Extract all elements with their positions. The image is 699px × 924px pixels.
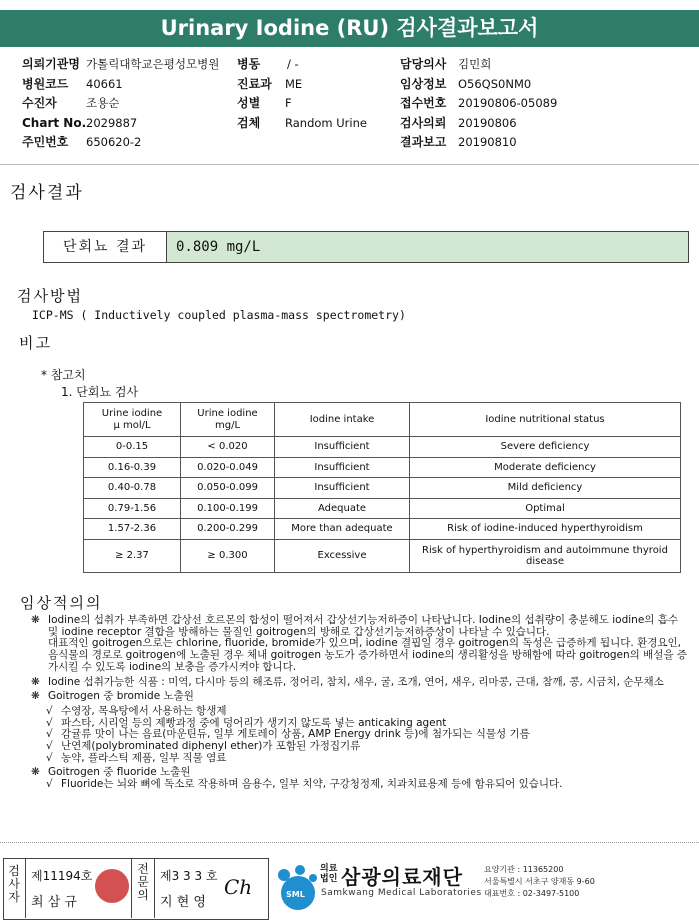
table-cell: 0.200-0.299	[181, 519, 275, 540]
table-header-cell: Iodine intake	[275, 403, 410, 437]
table-cell: More than adequate	[275, 519, 410, 540]
value-doctor: 김민희	[458, 57, 492, 71]
value-report-date: 20190810	[458, 135, 517, 149]
org-english-name: Samkwang Medical Laboratories	[321, 888, 482, 898]
label-department: 진료과	[237, 76, 272, 91]
table-row	[84, 478, 681, 499]
table-cell: ≥ 0.300	[181, 539, 275, 572]
specialist-signature: Ch	[224, 875, 253, 899]
footer-divider	[0, 842, 699, 843]
remark-section-title: 비고	[19, 334, 52, 352]
inspector-label: 검사자	[8, 864, 20, 904]
asterisk-icon: ❋	[31, 614, 40, 626]
label-resident-no: 주민번호	[22, 135, 69, 149]
table-header-cell: Urine iodine mg/L	[181, 403, 275, 437]
check-icon: √	[46, 778, 53, 791]
label-doctor: 담당의사	[400, 57, 447, 71]
label-report-date: 결과보고	[400, 135, 447, 149]
list-item: √ 농약, 플라스틱 제품, 일부 직물 염료	[46, 751, 227, 764]
header-mid	[237, 55, 367, 133]
table-cell: Risk of iodine-induced hyperthyroidism	[410, 519, 681, 540]
value-specimen: Random Urine	[285, 115, 367, 130]
label-receipt-no: 접수번호	[400, 96, 447, 110]
label-clinical-info: 임상정보	[400, 76, 447, 91]
table-cell: 0.020-0.049	[181, 457, 275, 478]
fluoride-title: Goitrogen 중 fluoride 노출원	[48, 766, 191, 779]
result-section-title: 검사결과	[10, 183, 84, 203]
label-hospital: 의뢰기관명	[22, 57, 80, 71]
footer	[0, 855, 699, 924]
table-cell: Insufficient	[275, 437, 410, 458]
clinical-bullet	[31, 677, 691, 689]
check-icon: √	[46, 751, 53, 764]
clinical-bullet	[31, 691, 691, 703]
sml-logo-icon	[272, 861, 320, 913]
table-header-cell: Urine iodine μ mol/L	[84, 403, 181, 437]
list-item: √ 난연제(polybrominated diphenyl ether)가 포함된 가정집기류	[46, 740, 361, 753]
table-cell: Moderate deficiency	[410, 457, 681, 478]
method-text: ICP-MS ( Inductively coupled plasma-mass spectrometry)	[32, 308, 406, 322]
specialist-label: 전문의	[137, 862, 149, 902]
table-row	[84, 539, 681, 572]
label-specimen: 검체	[237, 115, 261, 130]
inspector-license-no: 제11194호	[31, 869, 93, 883]
table-cell: Severe deficiency	[410, 437, 681, 458]
table-cell: 0.050-0.099	[181, 478, 275, 499]
value-chart-no: 2029887	[86, 115, 138, 130]
result-box	[43, 231, 689, 263]
value-sex: F	[285, 96, 292, 110]
table-cell: 1.57-2.36	[84, 519, 181, 540]
org-name: 삼광의료재단	[341, 865, 463, 889]
value-department: ME	[285, 76, 303, 91]
table-cell: < 0.020	[181, 437, 275, 458]
clinical-paragraph: 대표적인 goitrogen으로는 chlorine, fluoride, bromide가 있으며, iodine 결핍일 경우 goitrogen의 독성은 급증하게 됩니다. 환경요인, 음식물의 경로로 goitrogen에 노출된 경우 체내 goitrogen 농도가 증가하면서 iodine의 생리활성을 방해함에 따라 goitrogen의 배설을 증가시킬 수 있도록 iodine의 보충을 증가시켜야 합니다.	[48, 637, 688, 673]
specialist-name: 지 현 영	[160, 895, 206, 910]
asterisk-icon: ❋	[31, 766, 40, 779]
header-right	[400, 55, 557, 153]
clinical-notes	[31, 615, 691, 791]
table-cell: Mild deficiency	[410, 478, 681, 499]
label-sex: 성별	[237, 96, 261, 110]
table-row	[84, 498, 681, 519]
label-patient: 수진자	[22, 96, 57, 110]
value-patient: 조용순	[86, 96, 120, 110]
method-section-title: 검사방법	[17, 287, 83, 305]
org-code: 요양기관 : 11365200	[484, 865, 564, 874]
inspector-seal	[95, 869, 129, 903]
value-ward: / -	[287, 57, 299, 71]
logo-text: SML	[286, 890, 305, 899]
org-address: 서울특별시 서초구 양재동 9-60	[484, 877, 595, 886]
reference-title: * 참고치	[41, 368, 86, 382]
table-row	[84, 519, 681, 540]
value-hospital: 가톨릭대학교은평성모병원	[86, 57, 220, 71]
table-row	[84, 437, 681, 458]
value-request-date: 20190806	[458, 115, 517, 130]
table-cell: 0.40-0.78	[84, 478, 181, 499]
value-clinical-info: O56QS0NM0	[458, 76, 532, 91]
org-phone: 대표번호 : 02-3497-5100	[484, 889, 580, 898]
bromide-title: Goitrogen 중 bromide 노출원	[48, 690, 194, 703]
table-cell: 0-0.15	[84, 437, 181, 458]
table-cell: Excessive	[275, 539, 410, 572]
value-receipt-no: 20190806-05089	[458, 96, 558, 110]
table-cell: Insufficient	[275, 457, 410, 478]
header-divider	[0, 164, 699, 165]
reference-table	[83, 402, 681, 573]
list-item: √ 파스타, 시리얼 등의 제빵과정 중에 덩어리가 생기지 않도록 넣는 anticaking agent	[46, 716, 447, 729]
table-cell: Risk of hyperthyroidism and autoimmune thyroid disease	[410, 539, 681, 572]
clinical-paragraph: Iodine 섭취가능한 식품 : 미역, 다시마 등의 해조류, 정어리, 참치, 새우, 굴, 조개, 연어, 새우, 리마콩, 근대, 참깨, 콩, 시금치, 순무채소	[48, 675, 664, 688]
list-item: √ 수영장, 목욕탕에서 사용하는 항생제	[46, 704, 227, 717]
table-cell: 0.16-0.39	[84, 457, 181, 478]
table-cell: Insufficient	[275, 478, 410, 499]
result-value: 0.809 mg/L	[167, 232, 688, 262]
reference-subtitle: 1. 단회뇨 검사	[61, 385, 139, 399]
specialist-license-no: 제3 3 3 호	[160, 869, 218, 883]
clinical-section-title: 임상적의의	[20, 594, 103, 612]
org-contact	[484, 864, 595, 900]
table-cell: 0.79-1.56	[84, 498, 181, 519]
table-row	[84, 457, 681, 478]
table-header-cell: Iodine nutritional status	[410, 403, 681, 437]
asterisk-icon: ❋	[31, 675, 40, 688]
list-item: √ Fluoride는 뇌와 뼈에 독소로 작용하며 음용수, 일부 치약, 구강청정제, 치과치료용제 등에 함유되어 있습니다.	[46, 778, 563, 791]
org-prefix: 의료 법인	[320, 864, 338, 884]
label-chart-no: Chart No.	[22, 115, 87, 130]
inspector-name: 최 삼 규	[31, 895, 77, 910]
clinical-bullet	[31, 615, 691, 674]
clinical-paragraph: Iodine의 섭취가 부족하면 갑상선 호르몬의 합성이 떨어져서 갑상선기능저하증이 나타납니다. Iodine의 섭취량이 충분해도 iodine의 흡수 및 iodine receptor 결합을 방해하는 물질인 goitrogen의 방해로 갑상선기능저하증상이 나타날 수 있습니다.	[48, 614, 679, 638]
report-title: Urinary Iodine (RU) 검사결과보고서	[0, 10, 699, 47]
table-cell: 0.100-0.199	[181, 498, 275, 519]
table-cell: ≥ 2.37	[84, 539, 181, 572]
check-icon: √	[46, 728, 53, 741]
result-label: 단회뇨 결과	[44, 232, 167, 262]
check-icon: √	[46, 740, 53, 753]
check-icon: √	[46, 704, 53, 717]
value-resident-no: 650620-2	[86, 135, 142, 149]
table-cell: Adequate	[275, 498, 410, 519]
value-hospital-code: 40661	[86, 76, 123, 91]
reference-notes	[41, 367, 138, 401]
list-item: √ 감귤류 맛이 나는 음료(마운틴듀, 일부 게토레이 상품, AMP Energy drink 등)에 첨가되는 식물성 기름	[46, 728, 530, 741]
label-hospital-code: 병원코드	[22, 76, 69, 91]
label-ward: 병동	[237, 57, 261, 71]
label-request-date: 검사의뢰	[400, 115, 447, 130]
table-header-row	[84, 403, 681, 437]
table-cell: Optimal	[410, 498, 681, 519]
asterisk-icon: ❋	[31, 690, 40, 703]
header-left	[22, 55, 219, 153]
check-icon: √	[46, 716, 53, 729]
